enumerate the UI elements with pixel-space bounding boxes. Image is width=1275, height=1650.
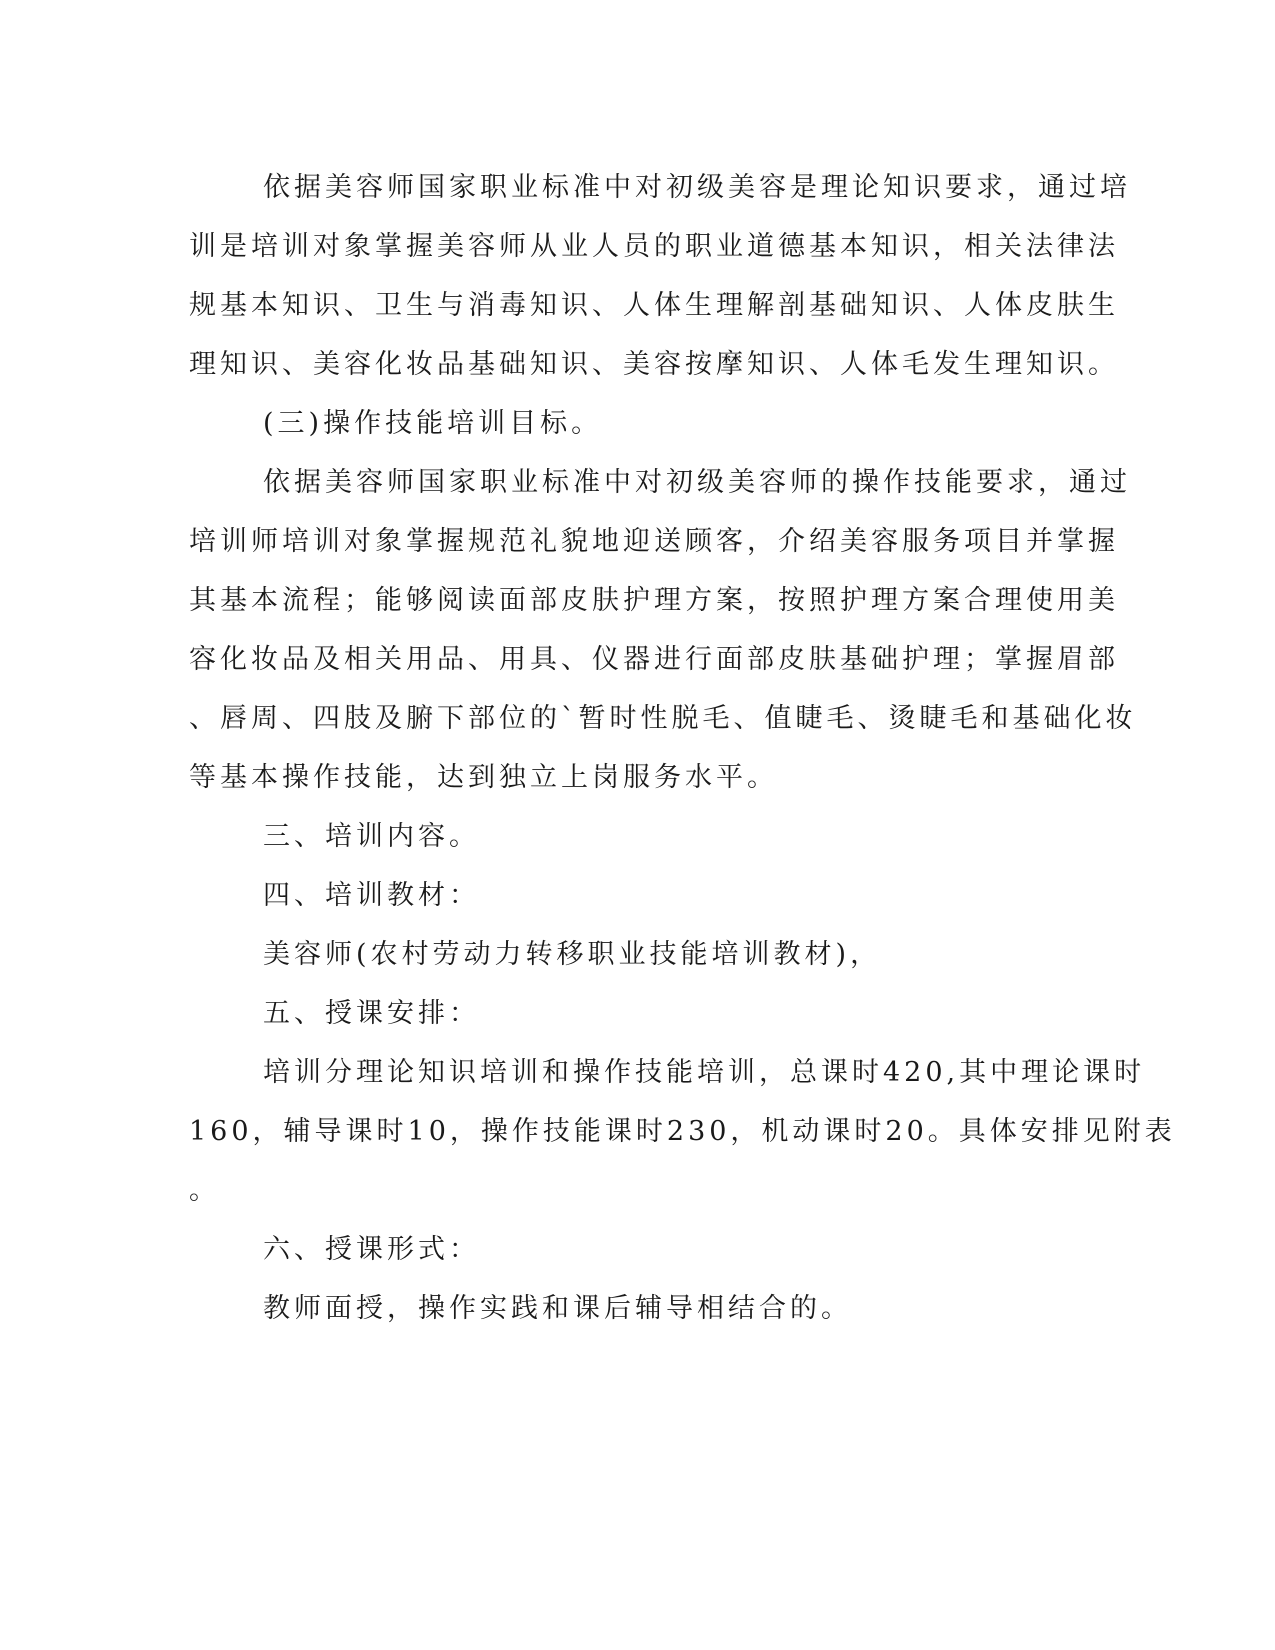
paragraph-skill-goal-line-5: 、唇周、四肢及腑下部位的`暂时性脱毛、值睫毛、烫睫毛和基础化妆 (189, 703, 1137, 734)
heading-training-content: 三、培训内容。 (263, 821, 480, 852)
paragraph-skill-goal-line-1: 依据美容师国家职业标准中对初级美容师的操作技能要求，通过 (263, 467, 1131, 498)
paragraph-theory-goal-line-3: 规基本知识、卫生与消毒知识、人体生理解剖基础知识、人体皮肤生 (189, 290, 1119, 321)
heading-teaching-format: 六、授课形式： (263, 1234, 480, 1265)
paragraph-schedule-line-3: 。 (189, 1175, 220, 1206)
paragraph-theory-goal-line-2: 训是培训对象掌握美容师从业人员的职业道德基本知识，相关法律法 (189, 231, 1119, 262)
paragraph-skill-goal-line-6: 等基本操作技能，达到独立上岗服务水平。 (189, 762, 778, 793)
paragraph-schedule-line-1: 培训分理论知识培训和操作技能培训，总课时420,其中理论课时 (263, 1057, 1146, 1088)
training-materials-text: 美容师(农村劳动力转移职业技能培训教材)， (263, 939, 882, 970)
paragraph-theory-goal-line-4: 理知识、美容化妆品基础知识、美容按摩知识、人体毛发生理知识。 (189, 349, 1119, 380)
heading-course-schedule: 五、授课安排： (263, 998, 480, 1029)
paragraph-theory-goal-line-1: 依据美容师国家职业标准中对初级美容是理论知识要求，通过培 (263, 172, 1131, 203)
teaching-format-text: 教师面授，操作实践和课后辅导相结合的。 (263, 1293, 852, 1324)
paragraph-skill-goal-line-2: 培训师培训对象掌握规范礼貌地迎送顾客，介绍美容服务项目并掌握 (189, 526, 1119, 557)
heading-training-materials: 四、培训教材： (263, 880, 480, 911)
paragraph-skill-goal-line-3: 其基本流程；能够阅读面部皮肤护理方案，按照护理方案合理使用美 (189, 585, 1119, 616)
paragraph-skill-goal-line-4: 容化妆品及相关用品、用具、仪器进行面部皮肤基础护理；掌握眉部 (189, 644, 1119, 675)
paragraph-schedule-line-2: 160，辅导课时10，操作技能课时230，机动课时20。具体安排见附表 (189, 1116, 1176, 1147)
heading-skill-goal: (三)操作技能培训目标。 (263, 408, 603, 439)
